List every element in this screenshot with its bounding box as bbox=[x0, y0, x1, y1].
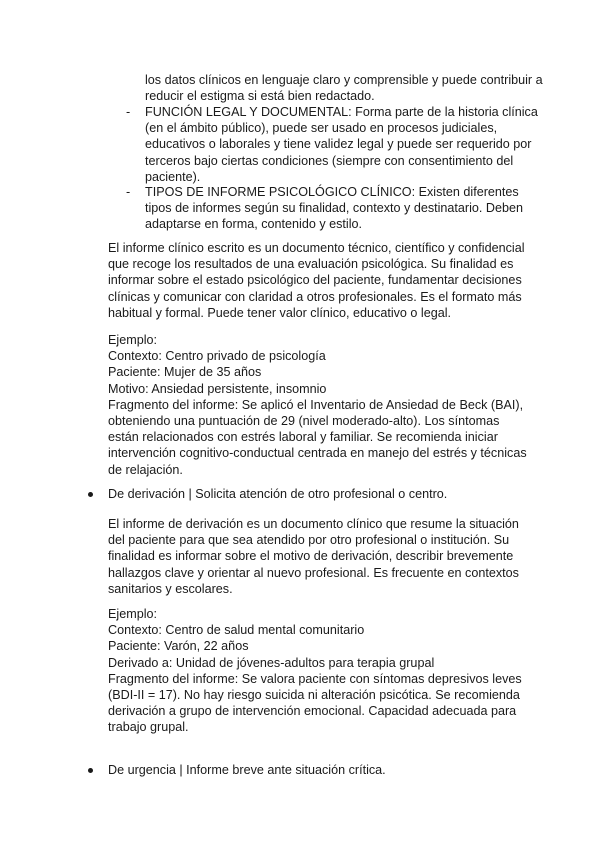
example-reason: Motivo: Ansiedad persistente, insomnio bbox=[108, 381, 327, 396]
continuation-text: los datos clínicos en lenguaje claro y comprensible y puede contribuir a reducir el estigma si está bien redactado. bbox=[145, 73, 543, 104]
bullet-text: De urgencia | Informe breve ante situación crítica. bbox=[108, 763, 386, 777]
dash-item-text: FUNCIÓN LEGAL Y DOCUMENTAL: Forma parte de la historia clínica (en el ámbito público), puede ser usado en procesos judiciales, educativos o laborales y tiene validez legal y puede ser requerido por terceros bajo ciertas condiciones (siempre con consentimiento del paciente). bbox=[145, 105, 538, 184]
example-referred-to: Derivado a: Unidad de jóvenes-adultos para terapia grupal bbox=[108, 655, 435, 670]
example-fragment: Fragmento del informe: Se aplicó el Inventario de Ansiedad de Beck (BAI), obteniendo una puntuación de 29 (nivel moderado-alto). Los síntomas están relacionados con estrés laboral y familiar. Se recomienda iniciar intervención cognitivo-conductual centrada en manejo del estrés y técnicas de relajación. bbox=[108, 397, 527, 477]
dash-marker: - bbox=[126, 185, 131, 199]
referral-example bbox=[108, 606, 528, 736]
example-fragment: Fragmento del informe: Se valora paciente con síntomas depresivos leves (BDI-II = 17). No hay riesgo suicida ni alteración psicótica. Se recomienda derivación a grupo de intervención emocional. Capacidad adecuada para trabajo grupal. bbox=[108, 671, 522, 735]
example-patient: Paciente: Mujer de 35 años bbox=[108, 365, 262, 380]
example-heading: Ejemplo: bbox=[108, 607, 157, 621]
dash-item-text: TIPOS DE INFORME PSICOLÓGICO CLÍNICO: Existen diferentes tipos de informes según su finalidad, contexto y destinatario. Deben adaptarse en forma, contenido y estilo. bbox=[145, 185, 524, 232]
clinical-example bbox=[108, 332, 528, 478]
referral-paragraph: El informe de derivación es un documento clínico que resume la situación del paciente para que sea atendido por otro profesional o institución. Su finalidad es informar sobre el motivo de derivación, describir brevemente hallazgos clave y orientar al nuevo profesional. Es frecuente en contextos sanitarios y escolares. bbox=[108, 517, 519, 596]
dash-marker: - bbox=[126, 105, 131, 119]
example-context: Contexto: Centro de salud mental comunitario bbox=[108, 623, 365, 638]
example-patient: Paciente: Varón, 22 años bbox=[108, 639, 249, 654]
bullet-dot-icon bbox=[88, 768, 93, 773]
example-heading: Ejemplo: bbox=[108, 333, 157, 347]
bullet-text: De derivación | Solicita atención de otro profesional o centro. bbox=[108, 487, 448, 501]
example-context: Contexto: Centro privado de psicología bbox=[108, 349, 326, 364]
clinical-paragraph: El informe clínico escrito es un documento técnico, científico y confidencial que recoge los resultados de una evaluación psicológica. Su finalidad es informar sobre el estado psicológico del paciente, fundamentar decisiones clínicas y comunicar con claridad a otros profesionales. Es el formato más habitual y formal. Puede tener valor clínico, educativo o legal. bbox=[108, 241, 525, 320]
bullet-dot-icon bbox=[88, 492, 93, 497]
